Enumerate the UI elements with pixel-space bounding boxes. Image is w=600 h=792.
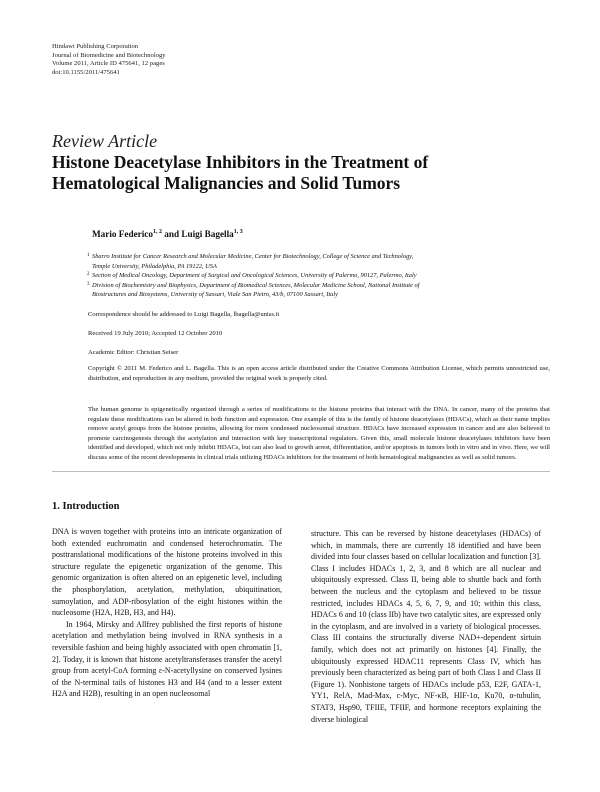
author-conjunction: and [161,229,182,240]
correspondence: Correspondence should be addressed to Luigi Bagella, lbagella@uniss.it [88,311,280,318]
publisher-name: Hindawi Publishing Corporation [52,43,139,50]
author-list [92,229,243,239]
abstract: The human genome is epigenetically organized through a series of modifications to the histone proteins that interact with the DNA. In cancer, many of the proteins that regulate these modifications can be altered in both function and expression. One example of this is the family of histone deacetylases (HDACs), which as their name implies remove acetyl groups from the histone proteins, allowing for more condensed nucleosomal structure. HDACs have increased expression in cancer and are also believed to promote carcinogenesis through the acetylation and interaction with key transcriptional regulators. Given this, small molecule histone deacetylases inhibitors have been identified and developed, which not only inhibit HDACs, but can also lead to growth arrest, differentiation, and/or apoptosis in tumors both in vitro and in vivo. Here, we will discuss some of the recent developments in clinical trials utilizing HDACs inhibitors for the treatment of both hematological malignancies as well as solid tumors. [88,406,550,461]
doi: doi:10.1155/2011/475641 [52,69,120,77]
volume-info: Volume 2011, Article ID 475641, 12 pages [52,60,165,68]
body-paragraph: In 1964, Mirsky and Allfrey published the first reports of histone acetylation and methylation being involved in RNA synthesis in a reversible fashion and being highly associated with open chromatin [1, 2]. Today, it is known that histone acetyltransferases transfer the acetyl group from acetyl-CoA forming ε-N-acetyllysine on conserved lysines of the N-terminal tails of histones H3 and H4 (and to a lesser extent H2A and H2B), resulting in an open nucleosomal [52,619,282,699]
author-affil-sup: 1, 3 [233,229,243,235]
affiliation-line: Temple University, Philadelphia, PA 19122, USA [92,262,217,270]
title-line-1: Histone Deacetylase Inhibitors in the Treatment of [52,152,429,172]
paper-title [52,152,572,194]
affiliation-number: 3 [87,281,90,287]
received-dates: Received 19 July 2010; Accepted 12 October 2010 [88,330,223,337]
section-heading: 1. Introduction [52,501,120,512]
affiliation-line: Sbarro Institute for Cancer Research and Molecular Medicine, Center for Biotechnology, College of Science and Technology, [92,253,414,260]
affiliation-3 [88,281,558,300]
body-column-left [52,526,282,700]
affiliation-number: 1 [87,253,90,258]
author-name: Mario Federico [92,229,153,240]
journal-header [52,43,166,78]
author-affil-sup: 1, 2 [152,229,162,235]
copyright-notice: Copyright © 2011 M. Federico and L. Bagella. This is an open access article distributed under the Creative Commons Attribution License, which permits unrestricted use, distribution, and reproduction in any medium, provided the original work is properly cited. [88,365,550,382]
affiliation-1 [88,252,558,271]
affiliations [88,252,558,300]
title-line-2: Hematological Malignancies and Solid Tumors [52,173,401,193]
author-name: Luigi Bagella [181,229,234,240]
affiliation-number: 2 [87,272,90,278]
section-divider [52,471,550,472]
body-paragraph: DNA is woven together with proteins into an intricate organization of both extended euchromatin and condensed heterochromatin. The posttranslational modifications of the histone proteins involved in this structure regulate the epigenetic organization of the genome. This genomic organization is often altered on an epigenetic level, including the phosphorylation, acetylation, methylation, ubiquitination, sumoylation, and ADP-ribosylation of the eight histones within the nucleosome (H2A, H2B, H3, and H4). [52,527,282,618]
body-paragraph: structure. This can be reversed by histone deacetylases (HDACs) of which, in mammals, there are currently 18 identified and have been divided into four classes based on cellular localization and function [3]. Class I includes HDACs 1, 2, 3, and 8 which are all nuclear and ubiquitously expressed. Class II, being able to shuttle back and forth between the nucleus and the cytoplasm and believed to be tissue restricted, includes HDACs 4, 5, 6, 7, 9, and 10; within this class, HDACs 6 and 10 (class IIb) have two catalytic sites, are expressed only in the cytoplasm, and are involved in a variety of biological processes. Class III contains the structurally diverse NAD+-dependent sirtuin family, which does not act primarily on histones [4]. Finally, the ubiquitously expressed HDAC11 represents Class IV, which has previously been characterized as being part of both Class I and Class II (Figure 1). Nonhistone targets of HDACs include p53, E2F, GATA-1, YY1, RelA, Mad-Max, c-Myc, NF-κB, HIF-1α, Ku70, α-tubulin, STAT3, Hsp90, TFIIE, TFIIF, and hormone receptors explaining the diverse biological [311,529,541,724]
affiliation-line: Biostructures and Biosystems, University of Sassari, Viale San Pietro, 43/b, 07100 Sassari, Italy [92,291,338,299]
affiliation-line: Division of Biochemistry and Biophysics, Department of Biomedical Sciences, Molecular Medicine School, National Institute of [92,281,420,289]
body-column-right [311,528,541,725]
journal-name: Journal of Biomedicine and Biotechnology [52,51,166,59]
affiliation-2 [88,271,558,281]
article-type: Review Article [52,131,158,151]
academic-editor: Academic Editor: Christian Seiser [88,349,179,356]
affiliation-line: Section of Medical Oncology, Department of Surgical and Oncological Sciences, University of Palermo, 90127, Palermo, Italy [92,272,417,280]
